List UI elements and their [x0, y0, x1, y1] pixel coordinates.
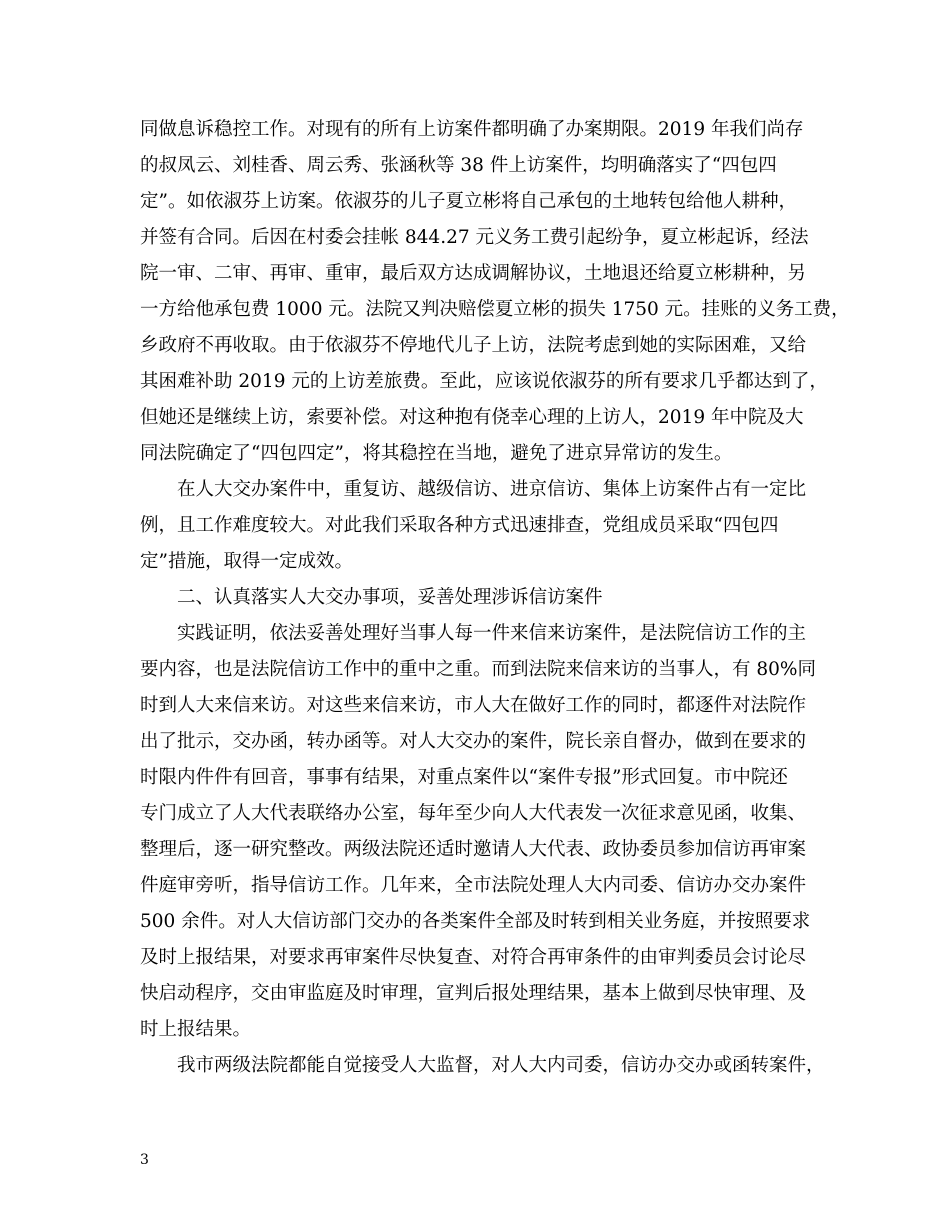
text-line: 的叔凤云、刘桂香、周云秀、张涵秋等 38 件上访案件，均明确落实了“四包四 — [140, 155, 777, 176]
text-line: 要内容，也是法院信访工作中的重中之重。而到法院来信来访的当事人，有 80%同 — [140, 659, 817, 680]
page-number: 3 — [140, 1152, 149, 1168]
text-line: 时限内件件有回音，事事有结果，对重点案件以“案件专报”形式回复。市中院还 — [140, 767, 788, 788]
text-line: 例，且工作难度较大。对此我们采取各种方式迅速排查，党组成员采取“四包四 — [140, 515, 779, 536]
text-line: 同做息诉稳控工作。对现有的所有上访案件都明确了办案期限。2019 年我们尚存 — [140, 119, 804, 140]
text-line: 定”。如依淑芬上访案。依淑芬的儿子夏立彬将自己承包的土地转包给他人耕种， — [140, 191, 797, 212]
text-line: 院一审、二审、再审、重审，最后双方达成调解协议，土地退还给夏立彬耕种，另 — [140, 263, 807, 284]
paragraph-first-line: 在人大交办案件中，重复访、越级信访、进京信访、集体上访案件占有一定比 — [177, 479, 807, 500]
text-line: 其困难补助 2019 元的上访差旅费。至此，应该说依淑芬的所有要求几乎都达到了， — [140, 371, 828, 392]
paragraph-first-line: 实践证明，依法妥善处理好当事人每一件来信来访案件，是法院信访工作的主 — [177, 623, 807, 644]
text-line: 及时上报结果，对要求再审案件尽快复查、对符合再审条件的由审判委员会讨论尽 — [140, 947, 807, 968]
text-line: 出了批示，交办函，转办函等。对人大交办的案件，院长亲自督办，做到在要求的 — [140, 731, 807, 752]
text-line: 时上报结果。 — [140, 1019, 252, 1040]
text-line: 同法院确定了“四包四定”，将其稳控在当地，避免了进京异常访的发生。 — [140, 443, 733, 464]
text-line: 乡政府不再收取。由于依淑芬不停地代儿子上访，法院考虑到她的实际困难，又给 — [140, 335, 807, 356]
text-line: 专门成立了人大代表联络办公室，每年至少向人大代表发一次征求意见函，收集、 — [140, 803, 807, 824]
text-line: 时到人大来信来访。对这些来信来访，市人大在做好工作的同时，都逐件对法院作 — [140, 695, 807, 716]
text-line: 500 余件。对人大信访部门交办的各类案件全部及时转到相关业务庭，并按照要求 — [140, 911, 811, 932]
text-line: 整理后，逐一研究整改。两级法院还适时邀请人大代表、政协委员参加信访再审案 — [140, 839, 807, 860]
text-line: 定”措施，取得一定成效。 — [140, 551, 353, 572]
text-line: 并签有合同。后因在村委会挂帐 844.27 元义务工费引起纷争，夏立彬起诉，经法 — [140, 227, 809, 248]
text-line: 快启动程序，交由审监庭及时审理，宣判后报处理结果，基本上做到尽快审理、及 — [140, 983, 807, 1004]
text-line: 件庭审旁听，指导信访工作。几年来，全市法院处理人大内司委、信访办交办案件 — [140, 875, 807, 896]
paragraph-first-line: 我市两级法院都能自觉接受人大监督，对人大内司委，信访办交办或函转案件， — [177, 1055, 825, 1076]
text-line: 但她还是继续上访，索要补偿。对这种抱有侥幸心理的上访人，2019 年中院及大 — [140, 407, 804, 428]
section-heading: 二、认真落实人大交办事项，妥善处理涉诉信访案件 — [177, 587, 603, 608]
text-line: 一方给他承包费 1000 元。法院又判决赔偿夏立彬的损失 1750 元。挂账的义务工费， — [140, 299, 850, 320]
